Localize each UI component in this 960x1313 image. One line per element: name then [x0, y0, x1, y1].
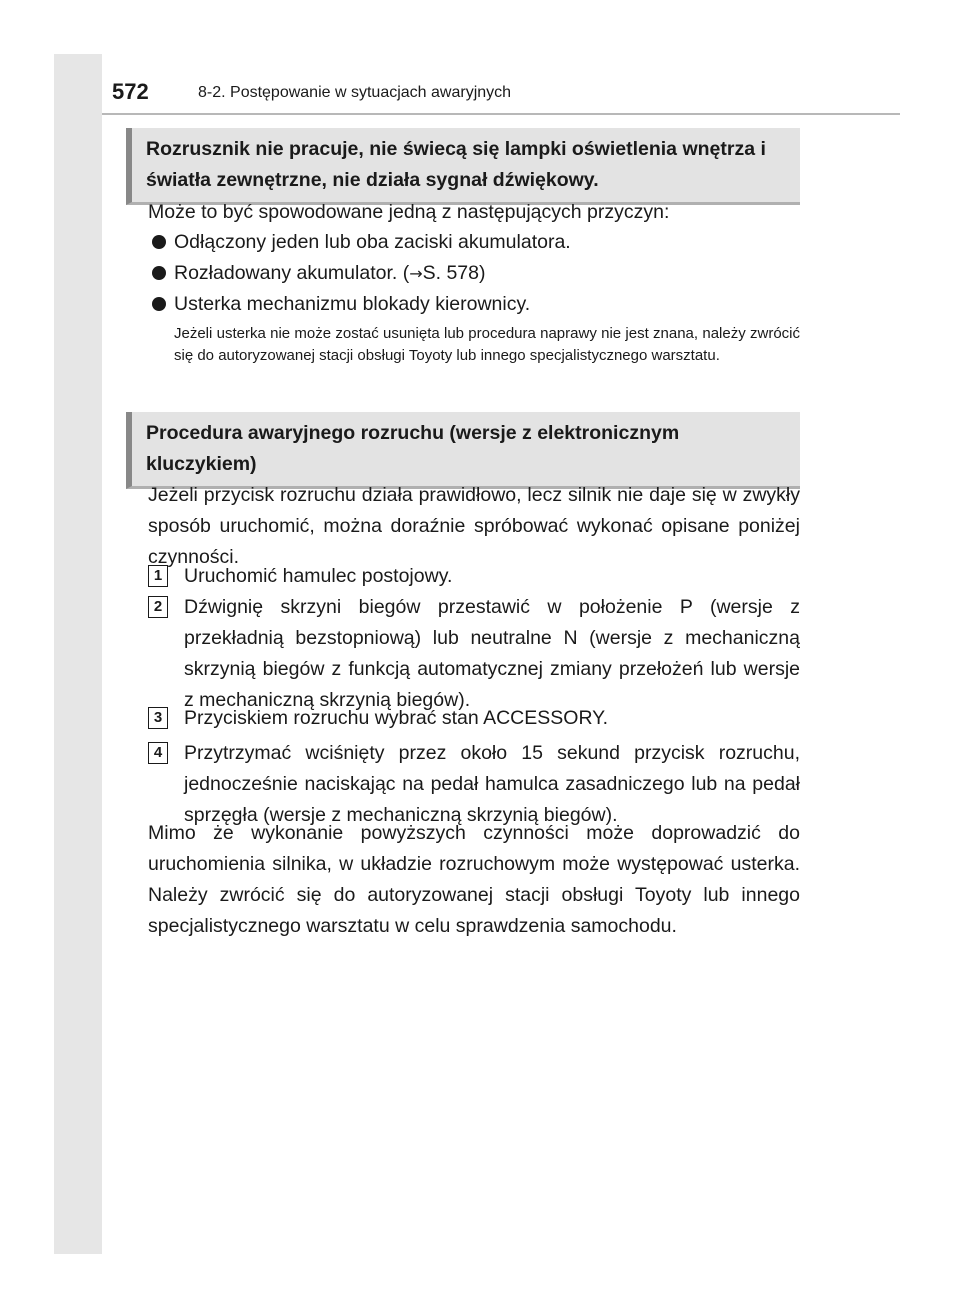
section2-outro: Mimo że wykonanie powyższych czynności może doprowadzić do uruchomienia silnika, w układzie rozruchowym może występować usterka. Należy zwrócić się do autoryzowanej stacji obsługi Toyoty lub innego specjalistycznego warsztatu w celu sprawdzenia samochodu.	[148, 822, 800, 937]
step-item	[148, 561, 800, 592]
section2-intro: Jeżeli przycisk rozruchu działa prawidłowo, lecz silnik nie daje się w zwykły sposób uruchomić, można doraźnie spróbować wykonać opisane poniżej czynności.	[148, 484, 800, 568]
section1-note: Jeżeli usterka nie może zostać usunięta lub procedura naprawy nie jest znana, należy zwrócić się do autoryzowanej stacji obsługi Toyoty lub innego specjalistycznego warsztatu.	[174, 325, 800, 364]
side-band	[54, 54, 102, 1254]
bullet-text: Odłączony jeden lub oba zaciski akumulatora.	[174, 231, 571, 253]
step-text: Uruchomić hamulec postojowy.	[184, 565, 453, 587]
bullet-icon	[152, 266, 166, 280]
reference-arrow-icon: →	[409, 264, 423, 283]
section-heading-starter: Rozrusznik nie pracuje, nie świecą się lampki oświetlenia wnętrza i światła zewnętrzne, nie działa sygnał dźwiękowy.	[126, 128, 800, 205]
bullet-text: Rozładowany akumulator. (→S. 578)	[174, 262, 486, 284]
step-number-badge: 2	[148, 596, 168, 618]
step-item	[148, 703, 800, 734]
step-text: Przyciskiem rozruchu wybrać stan ACCESSORY.	[184, 707, 609, 729]
chapter-title: 8-2. Postępowanie w sytuacjach awaryjnych	[198, 84, 512, 101]
step-number-badge: 3	[148, 707, 168, 729]
bullet-text: Usterka mechanizmu blokady kierownicy.	[174, 293, 531, 315]
section-heading-emergency-start: Procedura awaryjnego rozruchu (wersje z elektronicznym kluczykiem)	[126, 412, 800, 489]
page-header	[112, 78, 902, 114]
step-number-badge: 1	[148, 565, 168, 587]
page-reference-link[interactable]: S. 578)	[422, 262, 486, 284]
step-text: Dźwignię skrzyni biegów przestawić w położenie P (wersje z przekładnią bezstopniową) lub neutralne N (wersje z mechaniczną skrzynią biegów z funkcją automatycznej zmiany przełożeń lub wersje z mechaniczną skrzynią biegów).	[184, 596, 800, 711]
section1-intro: Może to być spowodowane jedną z następujących przyczyn:	[148, 201, 670, 223]
bullet-icon	[152, 297, 166, 311]
step-item	[148, 592, 800, 716]
step-text: Przytrzymać wciśnięty przez około 15 sekund przycisk rozruchu, jednocześnie naciskając na pedał hamulca zasadniczego lub na pedał sprzęgła (wersje z mechaniczną skrzynią biegów).	[184, 742, 800, 826]
header-rule	[102, 113, 900, 115]
step-number-badge: 4	[148, 742, 168, 764]
bullet-icon	[152, 235, 166, 249]
page-number: 572	[112, 79, 149, 104]
